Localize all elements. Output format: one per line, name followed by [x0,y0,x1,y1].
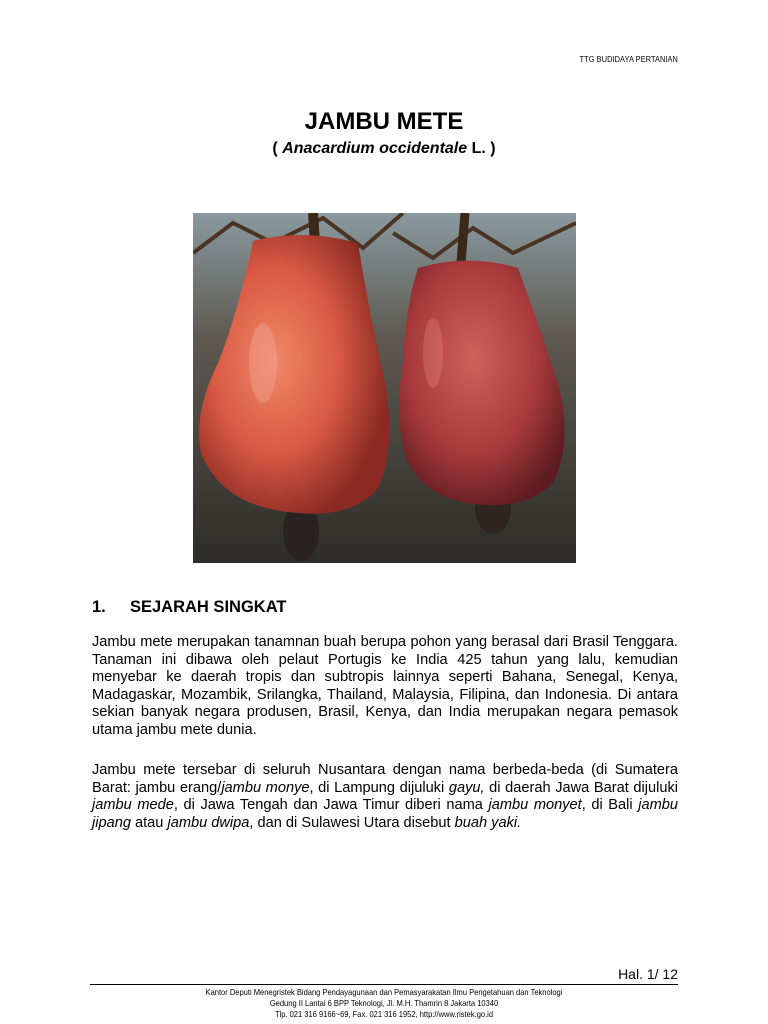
header-label: TTG BUDIDAYA PERTANIAN [579,55,678,64]
p2-italic-7: buah yaki. [454,814,522,831]
subtitle-open: ( [272,140,283,157]
cashew-apple-photo [193,213,576,563]
p2-text-1: Jambu mete tersebar di seluruh Nusantara dengan nama berbeda-beda (di Sumatera Barat: jambu erang/ [92,762,678,796]
subtitle-author: L. ) [467,140,496,157]
page-title: JAMBU METE [304,108,464,135]
p2-text-6: atau [130,814,168,831]
p2-italic-4: jambu monyet [488,797,582,813]
footer-line-3: Tlp. 021 316 9166~69, Fax. 021 316 1952, http://www.ristek.go.id [274,1009,494,1019]
scientific-name-italic: Anacardium occidentale [282,140,468,157]
footer-line-1: Kantor Deputi Menegristek Bidang Pendayagunaan dan Pemasyarakatan Ilmu Pengetahuan dan Teknologi [205,987,563,997]
footer-line-2: Gedung II Lantai 6 BPP Teknologi, Jl. M.H. Thamrin 8 Jakarta 10340 [269,998,499,1008]
section-heading [92,598,286,617]
paragraph-1: Jambu mete merupakan tanamnan buah berupa pohon yang berasal dari Brasil Tenggara. Tanaman ini dibawa oleh pelaut Portugis ke India 425 tahun yang lalu, kemudian menyebar ke daerah tropis dan subtropis lainnya seperti Bahana, Senegal, Kenya, Madagaskar, Mozambik, Srilangka, Thailand, Malaysia, Filipina, dan Indonesia. Di antara sekian banyak negara produsen, Brasil, Kenya, dan India merupakan negara pemasok utama jambu mete dunia. [92,634,678,738]
p2-italic-1: jambu monye [221,779,310,796]
scientific-name [0,140,768,158]
p2-italic-5: jambu jipang [92,797,678,831]
p2-italic-2: gayu, [448,779,485,796]
p2-text-7: , dan di Sulawesi Utara disebut [249,814,455,831]
page-number: Hal. 1/ 12 [618,966,678,982]
footer [0,987,768,1020]
section-number: 1. [92,598,106,616]
p2-text-4: , di Jawa Tengah dan Jawa Timur diberi nama [173,797,489,813]
p2-text-3: di daerah Jawa Barat dijuluki [484,779,678,796]
section-title: SEJARAH SINGKAT [130,598,287,616]
paragraph-2 [92,762,678,832]
p2-text-5: , di Bali [581,797,639,813]
p2-italic-3: jambu mede [92,797,174,813]
p2-text-2: , di Lampung dijuluki [309,779,449,796]
p2-italic-6: jambu dwipa [167,814,250,831]
footer-divider [90,984,678,985]
